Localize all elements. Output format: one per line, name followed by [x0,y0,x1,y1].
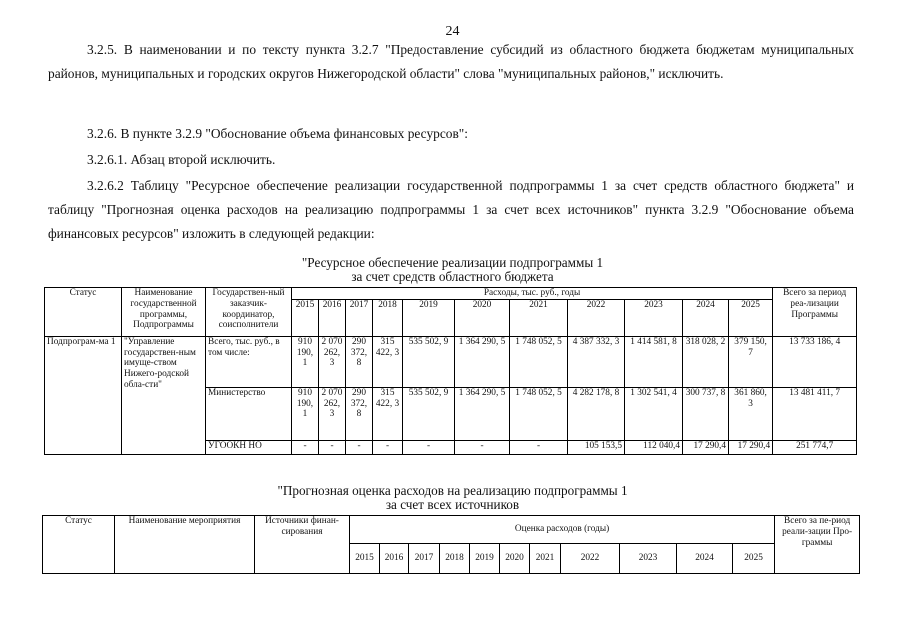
paragraph-3-2-5: 3.2.5. В наименовании и по тексту пункта 3.2.7 "Предоставление субсидий из областного бюджета бюджетам муниципальных районов, муниципальных и городских округов Нижегородской области" слова "муниципальных районов," исключить. [48,42,854,81]
table1-value-cell: - [455,440,510,454]
table2-title-line2: за счет всех источников [385,497,520,512]
page-number: 24 [445,24,460,39]
table1-value-cell: 4 387 332, 3 [568,336,625,387]
table2-header-estimate: Оценка расходов (годы) [350,516,775,544]
table1-title [0,256,905,284]
table1-year: 2023 [625,299,683,336]
table2-title-line1: "Прогнозная оценка расходов на реализацию подпрограммы 1 [277,483,628,498]
table1-executor-cell: Всего, тыс. руб., в том числе: [206,336,292,387]
table1-value-cell: 535 502, 9 [403,387,455,440]
table2-header-row [43,516,860,544]
table1-status-cell: Подпрограм-ма 1 [45,336,122,454]
table2-year: 2020 [500,544,530,574]
paragraph-3-2-6-1: 3.2.6.1. Абзац второй исключить. [87,152,276,167]
table1-header-total: Всего за период реа-лизации Программы [773,288,857,337]
table2-year: 2016 [380,544,409,574]
table1-value-cell: 105 153,5 [568,440,625,454]
table1-year: 2019 [403,299,455,336]
table1-value-cell: 1 748 052, 5 [510,387,568,440]
table1-title-line2: за счет средств областного бюджета [351,269,554,284]
table2-header-status: Статус [43,516,115,574]
table1-value-cell: 2 070 262, 3 [319,387,346,440]
table1-year: 2024 [683,299,729,336]
table1-value-cell: 910 190, 1 [292,387,319,440]
table2-year: 2025 [733,544,775,574]
table1-value-cell: 361 860, 3 [729,387,773,440]
table2-header-name: Наименование мероприятия [115,516,255,574]
table-row [45,336,857,387]
table1-value-cell: 17 290,4 [729,440,773,454]
table1-value-cell: 2 070 262, 3 [319,336,346,387]
table1-value-cell: 315 422, 3 [373,336,403,387]
table2-year: 2022 [561,544,620,574]
table1-header-executor: Государствен-ный заказчик-координатор, соисполнители [206,288,292,337]
table1-value-cell: 1 414 581, 8 [625,336,683,387]
table1-value-cell: 300 737, 8 [683,387,729,440]
table1-program-name-cell: "Управление государствен-ным имуще-ством Нижего-родской обла-сти" [122,336,206,454]
table1-header-expenses: Расходы, тыс. руб., годы [292,288,773,300]
table2-year: 2023 [620,544,677,574]
table2-year: 2019 [470,544,500,574]
resource-table [44,287,857,455]
table2-year: 2024 [677,544,733,574]
table2-title [0,484,905,512]
table1-header-row [45,288,857,300]
table1-value-cell: 1 748 052, 5 [510,336,568,387]
table1-value-cell: 535 502, 9 [403,336,455,387]
forecast-table [42,515,860,574]
table1-year: 2015 [292,299,319,336]
table1-value-cell: 290 372, 8 [346,387,373,440]
table1-year: 2018 [373,299,403,336]
paragraph-3-2-6-2: 3.2.6.2 Таблицу "Ресурсное обеспечение реализации государственной подпрограммы 1 за счет средств областного бюджета" и таблицу "Прогнозная оценка расходов на реализацию подпрограммы 1 за счет всех источников" пункта 3.2.9 "Обоснование объема финансовых ресурсов" изложить в следующей редакции: [48,178,854,241]
table1-value-cell: 1 364 290, 5 [455,387,510,440]
table2-year: 2018 [440,544,470,574]
table1-total-cell: 13 481 411, 7 [773,387,857,440]
table1-year: 2022 [568,299,625,336]
table1-year: 2017 [346,299,373,336]
table2-year: 2015 [350,544,380,574]
table1-value-cell: - [403,440,455,454]
table1-value-cell: 1 364 290, 5 [455,336,510,387]
table1-value-cell: 315 422, 3 [373,387,403,440]
table1-value-cell: 290 372, 8 [346,336,373,387]
table1-value-cell: 4 282 178, 8 [568,387,625,440]
table1-value-cell: 17 290,4 [683,440,729,454]
table1-executor-cell: УГООКН НО [206,440,292,454]
table1-year: 2016 [319,299,346,336]
table1-value-cell: - [292,440,319,454]
table1-value-cell: 910 190, 1 [292,336,319,387]
table2-header-total: Всего за пе-риод реали-зации Про-граммы [775,516,860,574]
table1-total-cell: 13 733 186, 4 [773,336,857,387]
table1-value-cell: 112 040,4 [625,440,683,454]
table1-value-cell: 1 302 541, 4 [625,387,683,440]
paragraph-3-2-6: 3.2.6. В пункте 3.2.9 "Обоснование объема финансовых ресурсов": [87,126,468,141]
table1-header-name: Наименование государственной программы, Подпрограммы [122,288,206,337]
table2-year: 2017 [409,544,440,574]
table1-value-cell: - [319,440,346,454]
table1-year: 2020 [455,299,510,336]
table1-value-cell: - [373,440,403,454]
table2-header-sources: Источники финан-сирования [255,516,350,574]
table1-year: 2025 [729,299,773,336]
table1-value-cell: - [346,440,373,454]
table1-executor-cell: Министерство [206,387,292,440]
table1-total-cell: 251 774,7 [773,440,857,454]
table1-title-line1: "Ресурсное обеспечение реализации подпрограммы 1 [301,255,604,270]
table1-value-cell: 379 150, 7 [729,336,773,387]
table2-year: 2021 [530,544,561,574]
table1-value-cell: - [510,440,568,454]
table1-year: 2021 [510,299,568,336]
table1-header-status: Статус [45,288,122,337]
table1-value-cell: 318 028, 2 [683,336,729,387]
